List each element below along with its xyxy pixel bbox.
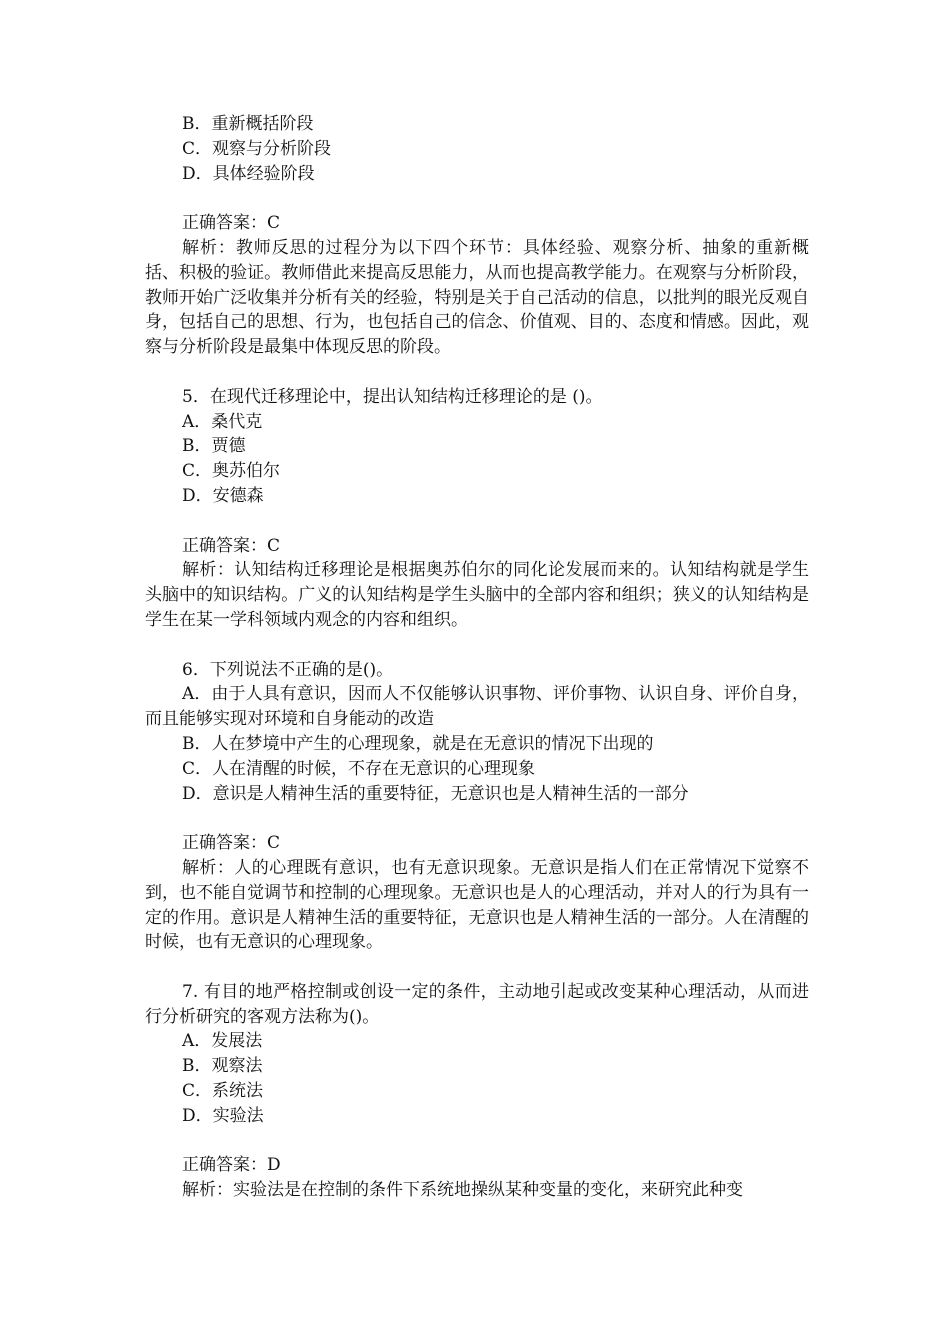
answer: 正确答案：C [182,833,281,854]
option-c: C．观察与分析阶段 [182,138,332,159]
document-page [145,112,809,1203]
option-d: D．意识是人精神生活的重要特征，无意识也是人精神生活的一部分 [182,783,689,804]
analysis: 解析：人的心理既有意识，也有无意识现象。无意识是指人们在正常情况下觉察不到，也不能自觉调节和控制的心理现象。无意识也是人的心理活动，并对人的行为具有一定的作用。意识是人精神生活的重要特征，无意识也是人精神生活的一部分。人在清醒的时候，也有无意识的心理现象。 [145,857,809,953]
option-a: A．发展法 [182,1031,263,1052]
answer: 正确答案：C [182,213,281,234]
option-c: C．奥苏伯尔 [182,461,281,482]
analysis: 解析：认知结构迁移理论是根据奥苏伯尔的同化论发展而来的。认知结构就是学生头脑中的知识结构。广义的认知结构是学生头脑中的全部内容和组织；狭义的认知结构是学生在某一学科领域内观念的内容和组织。 [145,560,809,630]
answer: 正确答案：D [182,1155,281,1176]
answer: 正确答案：C [182,535,281,556]
question-text: 7. 有目的地严格控制或创设一定的条件，主动地引起或改变某种心理活动，从而进行分析研究的客观方法称为()。 [145,981,809,1027]
option-a: A．桑代克 [182,411,263,432]
analysis: 解析：实验法是在控制的条件下系统地操纵某种变量的变化，来研究此种变 [182,1180,743,1201]
option-b: B．重新概括阶段 [182,114,314,134]
analysis: 解析：教师反思的过程分为以下四个环节：具体经验、观察分析、抽象的重新概括、积极的验证。教师借此来提高反思能力，从而也提高教学能力。在观察与分析阶段，教师开始广泛收集并分析有关的经验，特别是关于自己活动的信息，以批判的眼光反观自身，包括自己的思想、行为，也包括自己的信念、价值观、目的、态度和情感。因此，观察与分析阶段是最集中体现反思的阶段。 [145,237,809,358]
question-7 [145,980,809,1203]
option-b: B．人在梦境中产生的心理现象，就是在无意识的情况下出现的 [182,733,654,754]
question-text: 6．下列说法不正确的是()。 [182,659,394,680]
option-a: A．由于人具有意识，因而人不仅能够认识事物、评价事物、认识自身、评价自身，而且能够实现对环境和自身能动的改造 [145,684,809,730]
question-5 [145,385,809,633]
option-d: D．具体经验阶段 [182,163,315,184]
option-d: D．安德森 [182,485,264,506]
option-b: B．贾德 [182,436,246,457]
option-b: B．观察法 [182,1056,263,1077]
option-d: D．实验法 [182,1105,264,1126]
option-c: C．人在清醒的时候，不存在无意识的心理现象 [182,758,536,779]
option-c: C．系统法 [182,1081,264,1102]
question-6 [145,658,809,956]
question-4-tail [145,112,809,360]
question-text: 5．在现代迁移理论中，提出认知结构迁移理论的是 ()。 [182,386,603,407]
